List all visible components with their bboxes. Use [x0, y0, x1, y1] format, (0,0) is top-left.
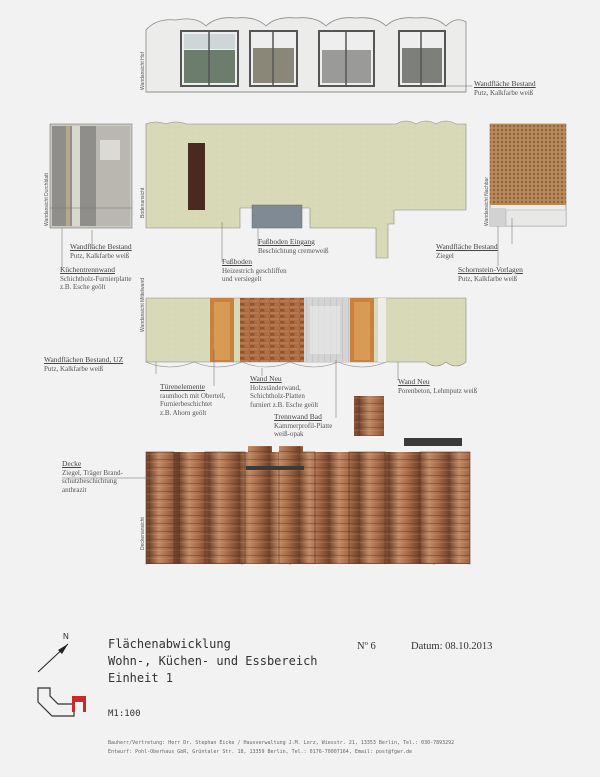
key-plan-icon [38, 688, 86, 716]
label-wand-neu-holz: Wand Neu Holzständerwand, Schichtholz-Platten furniert z.B. Esche geölt [250, 374, 319, 409]
footer-line: Entwurf: Pohl-Oberhaus GbR, Grüntaler Str. 18, 13359 Berlin, Tel.: 0176-70007164, Email: post@fgwr.de [108, 748, 413, 755]
view-label-left-wall: Wandansicht Durchblatt [44, 173, 50, 226]
label-fussboden-eingang: Fußboden Eingang Beschichtung cremeweiß [258, 237, 329, 255]
label-wand-neu-poren: Wand Neu Porenbeton, Lehmputz weiß [398, 377, 478, 395]
title-line: Einheit 1 [108, 671, 174, 685]
left-wall-elevation [50, 124, 132, 228]
view-label-floor: Bodenansicht [140, 187, 146, 218]
north-arrow-icon [38, 632, 69, 672]
label-bestand-left: Wandfläche Bestand Putz, Kalkfarbe weiß [70, 242, 132, 260]
label-bestand-top: Wandfläche Bestand Putz, Kalkfarbe weiß [474, 79, 536, 97]
svg-text:N: N [63, 632, 69, 641]
sheet-date: Datum: 08.10.2013 [411, 641, 493, 652]
label-tuerelemente: Türenelemente raumhoch mit Oberteil, Furnierbeschichtet z.B. Ahorn geölt [160, 382, 226, 417]
middle-wall-elevation [146, 298, 466, 367]
sheet-title [108, 636, 318, 687]
sheet-footer [108, 739, 454, 756]
label-bestand-uz: Wandflächen Bestand, UZ Putz, Kalkfarbe weiß [44, 355, 124, 373]
view-label-ceiling: Deckenansicht [140, 517, 146, 550]
label-trennwand-bad: Trennwand Bad Kammerprofil-Platte weiß-opak [274, 412, 333, 438]
title-line: Wohn-, Küchen- und Essbereich [108, 654, 318, 668]
label-fussboden: Fußboden Heizestrich geschliffen und versiegelt [222, 257, 287, 283]
view-label-courtyard: Wandansicht Hof [140, 52, 146, 90]
label-schornstein: Schornstein-Vorlagen Putz, Kalkfarbe weiß [458, 265, 523, 283]
title-line: Flächenabwicklung [108, 637, 231, 651]
sheet-scale: M1:100 [108, 709, 141, 719]
label-bestand-right: Wandfläche Bestand Ziegel [436, 242, 498, 260]
view-label-middle-wall: Wandansicht Mittelwand [140, 277, 146, 332]
footer-line: Bauherr/Vertretung: Herr Dr. Stephan Eicke / Hausverwaltung J.M. Lorz, Wiesstr. 21, 13353 Berlin, Tel.: 030-7893292 [108, 740, 455, 746]
view-label-neighbour: Wandansicht Nachbar [484, 176, 490, 226]
neighbour-wall-elevation [490, 124, 566, 226]
label-decke: Decke Ziegel, Träger Brand- schutzbeschichtung anthrazit [62, 459, 123, 494]
label-kuechentrennwand: Küchentrennwand Schichtholz-Furnierplatte z.B. Esche geölt [60, 265, 132, 291]
sheet-number: Nº 6 [357, 641, 376, 652]
